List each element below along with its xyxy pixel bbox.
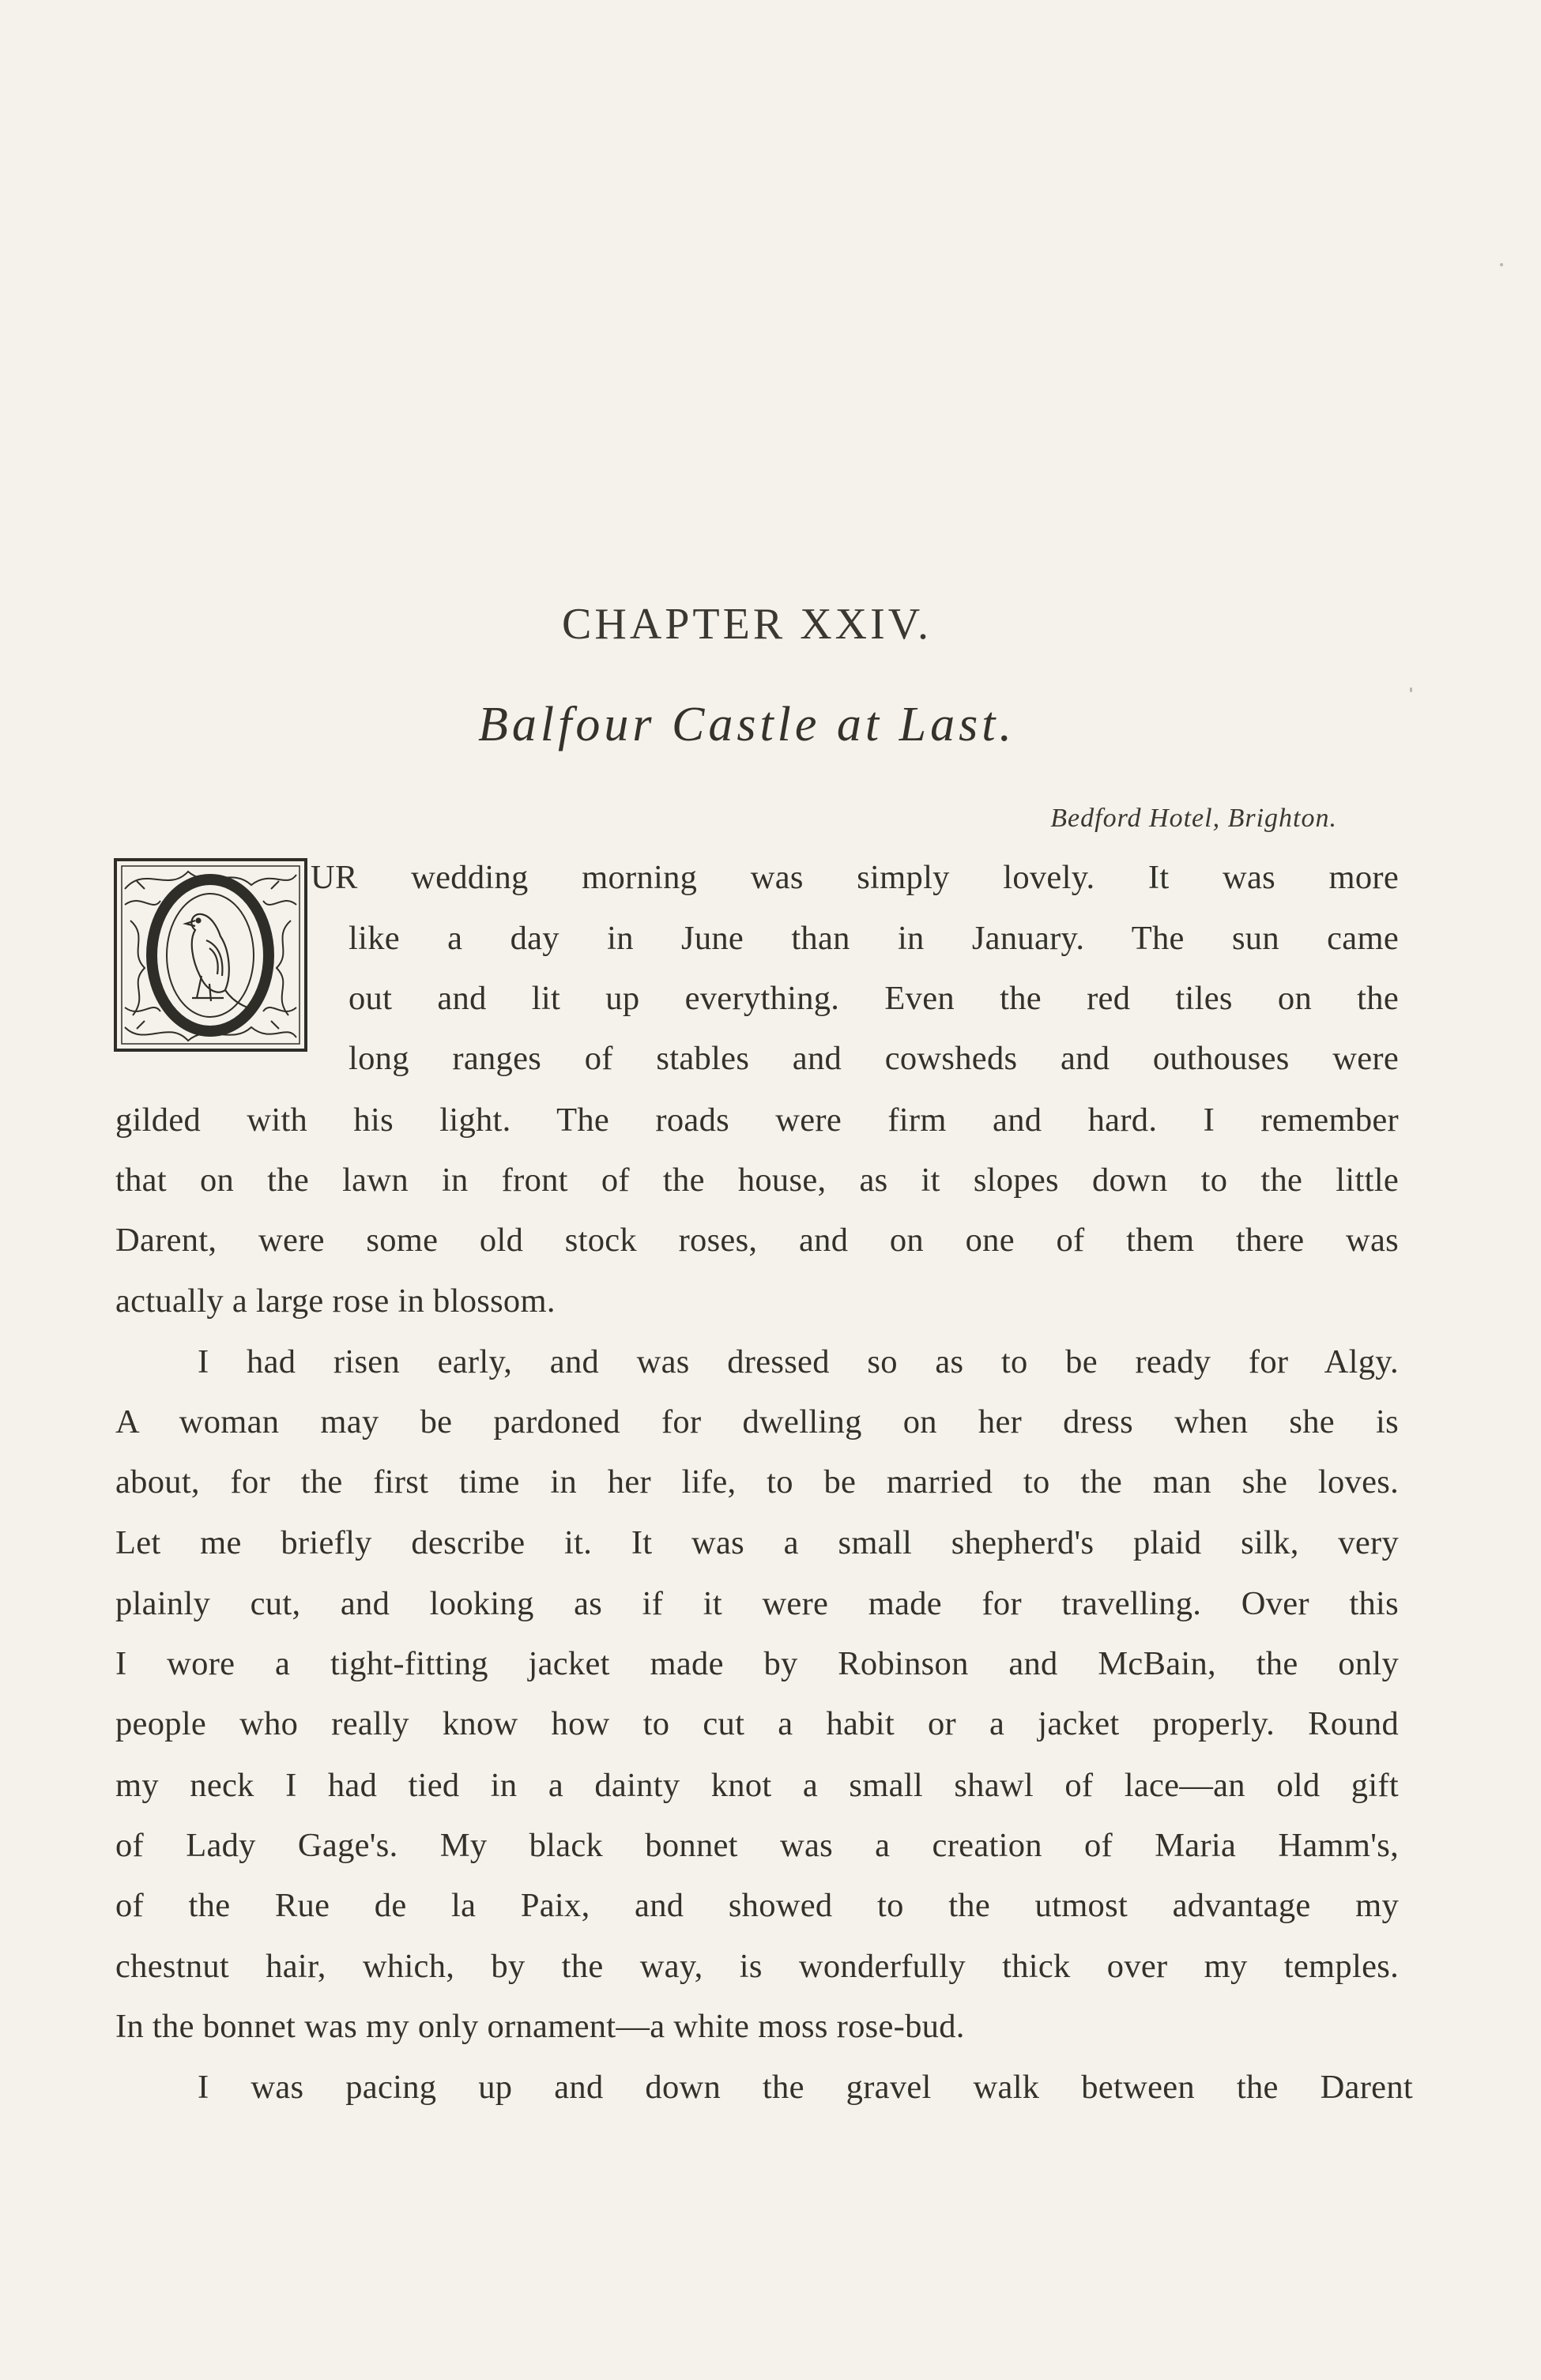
text-line: of the Rue de la Paix, and showed to the utmost advantage my xyxy=(115,1887,1399,1924)
chapter-heading: CHAPTER XXIV. xyxy=(562,600,932,649)
text-line: Darent, were some old stock roses, and on one of them there was xyxy=(115,1222,1399,1259)
text-line: I wore a tight-fitting jacket made by Robinson and McBain, the only xyxy=(115,1645,1399,1682)
text-line: UR wedding morning was simply lovely. It was more xyxy=(311,859,1399,896)
text-line: like a day in June than in January. The sun came xyxy=(349,920,1399,957)
text-line: gilded with his light. The roads were firm and hard. I remember xyxy=(115,1102,1399,1139)
paper-speck xyxy=(1500,263,1503,266)
paper-speck xyxy=(1410,687,1412,692)
text-line: long ranges of stables and cowsheds and outhouses were xyxy=(349,1040,1399,1077)
ornamental-initial-o-icon xyxy=(113,857,308,1053)
text-line: I was pacing up and down the gravel walk between the Darent xyxy=(198,2069,1413,2106)
text-line: A woman may be pardoned for dwelling on her dress when she is xyxy=(115,1403,1399,1440)
text-line: people who really know how to cut a habit or a jacket properly. Round xyxy=(115,1705,1399,1742)
text-line: out and lit up everything. Even the red tiles on the xyxy=(349,980,1399,1017)
text-line: that on the lawn in front of the house, as it slopes down to the little xyxy=(115,1162,1399,1199)
text-line: my neck I had tied in a dainty knot a small shawl of lace—an old gift xyxy=(115,1767,1399,1804)
text-line: Let me briefly describe it. It was a small shepherd's plaid silk, very xyxy=(115,1524,1399,1561)
text-line: chestnut hair, which, by the way, is wonderfully thick over my temples. xyxy=(115,1948,1399,1985)
dateline: Bedford Hotel, Brighton. xyxy=(1050,804,1337,833)
text-line: of Lady Gage's. My black bonnet was a creation of Maria Hamm's, xyxy=(115,1827,1399,1864)
text-line: In the bonnet was my only ornament—a white moss rose-bud. xyxy=(115,2008,965,2045)
text-line: about, for the first time in her life, to be married to the man she loves. xyxy=(115,1463,1399,1501)
chapter-subtitle: Balfour Castle at Last. xyxy=(478,698,1015,751)
text-line: I had risen early, and was dressed so as to be ready for Algy. xyxy=(198,1343,1399,1380)
text-line: plainly cut, and looking as if it were made for travelling. Over this xyxy=(115,1585,1399,1622)
text-line: actually a large rose in blossom. xyxy=(115,1282,556,1320)
